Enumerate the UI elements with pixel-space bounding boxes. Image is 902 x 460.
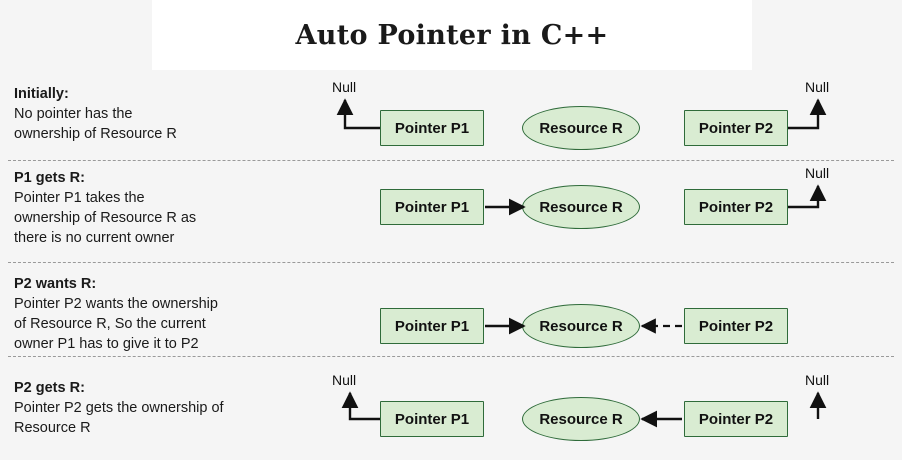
page-title-bar (152, 0, 752, 70)
node-pointer-p2-p2-wants-r: Pointer P2 (684, 308, 788, 344)
node-resource-r-p2-gets-r: Resource R (522, 397, 640, 441)
row-text-line: No pointer has the (14, 106, 133, 122)
row-description-p1-gets-r (14, 168, 196, 248)
row-heading: P2 gets R: (14, 380, 85, 396)
node-pointer-p1-initially: Pointer P1 (380, 110, 484, 146)
row-text-line: owner P1 has to give it to P2 (14, 336, 199, 352)
row-heading: Initially: (14, 86, 69, 102)
row-text-line: Pointer P2 wants the ownership (14, 296, 218, 312)
row-text-line: ownership of Resource R as (14, 210, 197, 226)
row-heading: P2 wants R: (14, 276, 97, 292)
row-text-line: Pointer P2 gets the ownership of (14, 400, 224, 416)
row-text-line: there is no current owner (14, 230, 175, 246)
row-heading: P1 gets R: (14, 170, 85, 186)
null-label-right-initially: Null (805, 79, 830, 95)
node-resource-r-initially: Resource R (522, 106, 640, 150)
null-label-right-p1-gets-r: Null (805, 165, 830, 181)
row-description-p2-wants-r (14, 274, 218, 354)
row-description-initially (14, 84, 177, 144)
node-resource-r-p1-gets-r: Resource R (522, 185, 640, 229)
null-label-left-initially: Null (332, 79, 357, 95)
row-divider-1 (8, 160, 894, 161)
node-pointer-p2-p1-gets-r: Pointer P2 (684, 189, 788, 225)
node-pointer-p1-p2-gets-r: Pointer P1 (380, 401, 484, 437)
row-divider-2 (8, 262, 894, 263)
row-text-line: Resource R (14, 420, 91, 436)
row-text-line: Pointer P1 takes the (14, 190, 145, 206)
node-pointer-p2-initially: Pointer P2 (684, 110, 788, 146)
arrow-p1-to-null-initially (345, 100, 380, 128)
arrow-p1-to-null-p2-gets-r (350, 393, 380, 419)
arrow-p2-to-null-p1-gets-r (788, 186, 818, 207)
page-title: Auto Pointer in C++ (295, 19, 609, 51)
node-pointer-p2-p2-gets-r: Pointer P2 (684, 401, 788, 437)
arrow-p2-to-null-initially (788, 100, 818, 128)
null-label-left-p2-gets-r: Null (332, 372, 357, 388)
row-text-line: of Resource R, So the current (14, 316, 206, 332)
node-pointer-p1-p2-wants-r: Pointer P1 (380, 308, 484, 344)
row-description-p2-gets-r (14, 378, 224, 438)
node-resource-r-p2-wants-r: Resource R (522, 304, 640, 348)
node-pointer-p1-p1-gets-r: Pointer P1 (380, 189, 484, 225)
row-text-line: ownership of Resource R (14, 126, 177, 142)
null-label-right-p2-gets-r: Null (805, 372, 830, 388)
row-divider-3 (8, 356, 894, 357)
